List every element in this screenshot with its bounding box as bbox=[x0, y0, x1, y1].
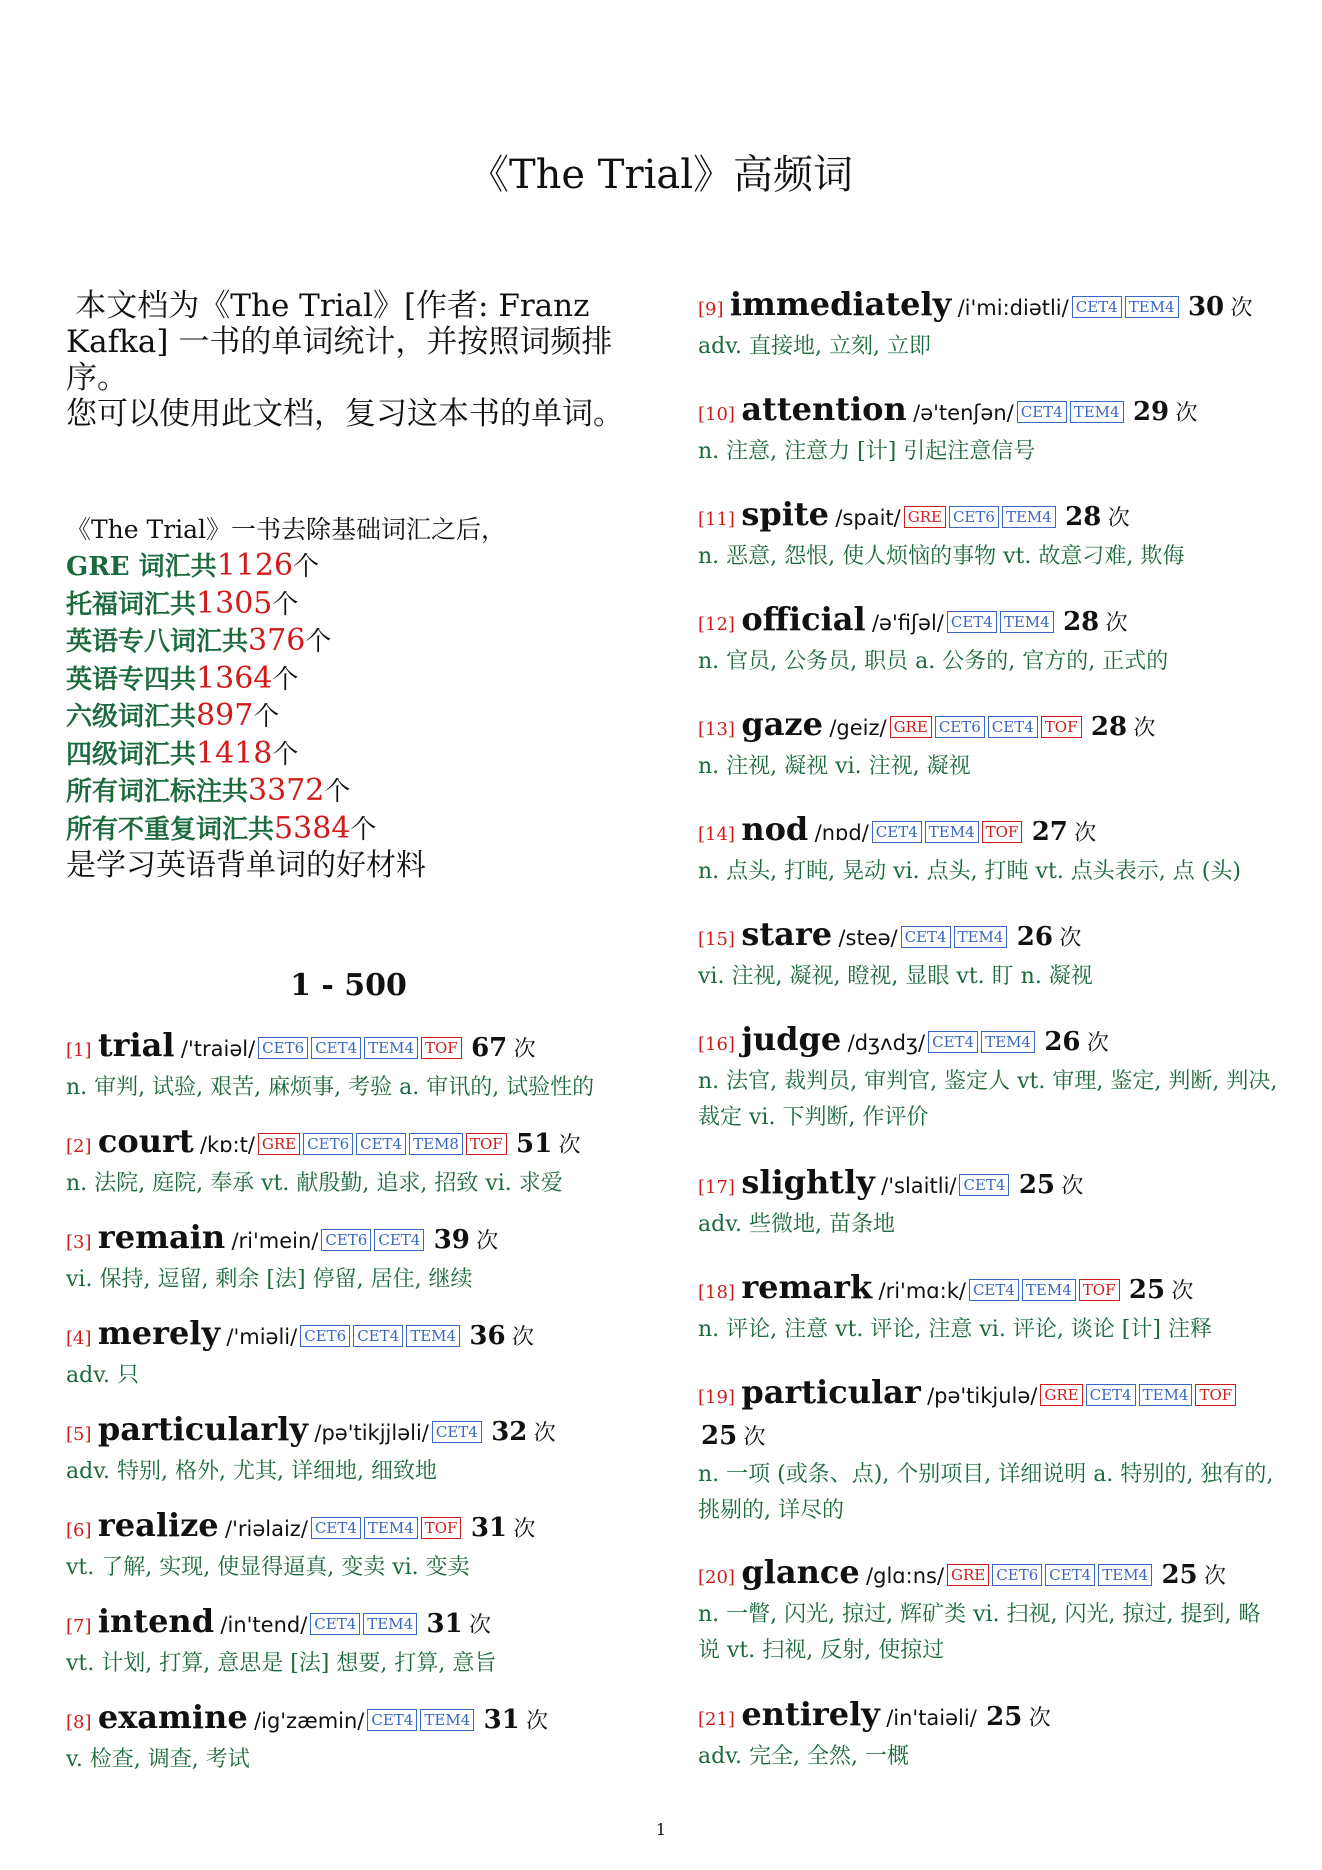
entry-phonetic: /geiz/ bbox=[829, 716, 887, 740]
entry-definition: vt. 计划, 打算, 意思是 [法] 想要, 打算, 意旨 bbox=[66, 1651, 497, 1676]
entry-phonetic: /kɒ:t/ bbox=[199, 1133, 255, 1157]
level-tag: TEM4 bbox=[1139, 1384, 1193, 1406]
entry-definition: n. 注意, 注意力 [计] 引起注意信号 bbox=[698, 439, 1036, 464]
level-tag: CET4 bbox=[356, 1133, 406, 1155]
entry-index: [10] bbox=[698, 404, 735, 425]
stat-number: 1126 bbox=[216, 548, 294, 583]
entry-definition: vt. 了解, 实现, 使显得逼真, 变卖 vi. 变卖 bbox=[66, 1555, 470, 1580]
intro-text bbox=[66, 288, 646, 432]
stat-unit: 个 bbox=[324, 777, 351, 807]
entry-phonetic: /spait/ bbox=[835, 506, 901, 530]
word-entry-head bbox=[66, 1602, 646, 1646]
entry-count: 31 bbox=[483, 1705, 520, 1735]
entry-definition: adv. 只 bbox=[66, 1363, 140, 1388]
entry-word: trial bbox=[97, 1026, 175, 1064]
entry-count: 30 bbox=[1187, 292, 1225, 322]
level-tag: TOF bbox=[421, 1037, 462, 1059]
word-entry bbox=[698, 600, 1278, 680]
level-tag: TOF bbox=[1041, 716, 1082, 738]
entry-count-unit: 次 bbox=[533, 1421, 556, 1446]
entry-count: 31 bbox=[426, 1609, 463, 1639]
range-heading: 1 - 500 bbox=[290, 968, 407, 1003]
entry-index: [13] bbox=[698, 719, 735, 740]
entry-count: 28 bbox=[1090, 712, 1128, 742]
entry-phonetic: /ri'mein/ bbox=[231, 1229, 319, 1253]
word-entry-head bbox=[698, 915, 1278, 959]
intro-line-2: 您可以使用此文档，复习这本书的单词。 bbox=[66, 396, 624, 432]
level-tag: TEM4 bbox=[1125, 296, 1179, 318]
stat-unit: 个 bbox=[272, 739, 299, 770]
word-entry bbox=[698, 1020, 1278, 1136]
entry-word: remain bbox=[97, 1218, 226, 1256]
entry-count-unit: 次 bbox=[1059, 926, 1082, 951]
level-tag: TEM4 bbox=[420, 1709, 474, 1731]
word-entry bbox=[66, 1506, 646, 1586]
level-tag: GRE bbox=[904, 506, 946, 528]
stat-label: 托福词汇共 bbox=[66, 589, 197, 620]
entry-word: stare bbox=[741, 915, 833, 953]
level-tag: GRE bbox=[947, 1564, 989, 1586]
stat-row bbox=[66, 811, 646, 849]
level-tag: GRE bbox=[890, 716, 932, 738]
entry-count: 25 bbox=[1161, 1560, 1198, 1590]
entry-index: [7] bbox=[66, 1616, 92, 1637]
word-entry bbox=[698, 495, 1278, 575]
word-entry-head bbox=[698, 495, 1278, 539]
entry-count: 29 bbox=[1132, 397, 1170, 427]
entry-definition: vi. 保持, 逗留, 剩余 [法] 停留, 居住, 继续 bbox=[66, 1267, 473, 1292]
entry-count-unit: 次 bbox=[1061, 1174, 1084, 1199]
entry-count: 28 bbox=[1063, 607, 1100, 637]
intro-line-1: 本文档为《The Trial》[作者: Franz Kafka] 一书的单词统计，并按照词频排序。 bbox=[66, 288, 613, 396]
word-entry-head bbox=[66, 1122, 646, 1166]
word-entry bbox=[66, 1218, 646, 1298]
word-entry bbox=[66, 1026, 646, 1106]
entry-phonetic: /dʒʌdʒ/ bbox=[847, 1031, 926, 1055]
entry-index: [3] bbox=[66, 1232, 92, 1253]
entry-definition: adv. 完全, 全然, 一概 bbox=[698, 1744, 909, 1769]
entry-count-unit: 次 bbox=[1107, 506, 1130, 531]
stat-number: 3372 bbox=[248, 773, 325, 808]
entry-count-unit: 次 bbox=[743, 1425, 766, 1450]
word-entry-head bbox=[66, 1410, 646, 1454]
level-tag: TEM4 bbox=[981, 1031, 1035, 1053]
word-entry bbox=[66, 1410, 646, 1490]
level-tag: CET4 bbox=[928, 1031, 978, 1053]
level-tag: TOF bbox=[421, 1517, 462, 1539]
word-entry bbox=[698, 1373, 1278, 1529]
stat-unit: 个 bbox=[272, 664, 299, 695]
entry-definition: n. 审判, 试验, 艰苦, 麻烦事, 考验 a. 审讯的, 试验性的 bbox=[66, 1075, 595, 1100]
entry-index: [20] bbox=[698, 1567, 735, 1588]
level-tag: CET4 bbox=[1045, 1564, 1095, 1586]
stat-row bbox=[66, 698, 646, 736]
level-tag: CET6 bbox=[300, 1325, 350, 1347]
word-entry-head bbox=[698, 600, 1278, 644]
level-tag: TEM4 bbox=[364, 1037, 418, 1059]
entry-word: entirely bbox=[741, 1695, 880, 1733]
stat-unit: 个 bbox=[253, 702, 280, 732]
word-entry-head bbox=[66, 1698, 646, 1742]
level-tag: CET4 bbox=[1072, 296, 1122, 318]
entry-index: [5] bbox=[66, 1424, 92, 1445]
stat-row bbox=[66, 623, 646, 661]
stats-list bbox=[66, 548, 646, 848]
entry-count-unit: 次 bbox=[1230, 296, 1253, 321]
stat-label: 英语专四共 bbox=[66, 664, 197, 695]
word-entry bbox=[698, 1553, 1278, 1669]
entry-word: immediately bbox=[729, 285, 952, 323]
level-tag: CET4 bbox=[1017, 401, 1067, 423]
entry-phonetic: /'slaitli/ bbox=[881, 1174, 957, 1198]
entry-phonetic: /steə/ bbox=[838, 926, 898, 950]
entry-word: judge bbox=[741, 1020, 842, 1058]
stat-label: 英语专八词汇共 bbox=[66, 627, 249, 657]
entry-word: nod bbox=[741, 810, 809, 848]
entry-definition: n. 一项 (或条、点), 个别项目, 详细说明 a. 特别的, 独有的, 挑剔的, 详尽的 bbox=[698, 1462, 1274, 1523]
word-entry-head bbox=[698, 1020, 1278, 1064]
stat-number: 1305 bbox=[196, 585, 273, 621]
entry-count: 28 bbox=[1065, 502, 1102, 532]
stat-number: 376 bbox=[248, 623, 306, 658]
level-tag: CET6 bbox=[258, 1037, 308, 1059]
level-tag: CET4 bbox=[432, 1421, 482, 1443]
level-tag: CET4 bbox=[947, 611, 997, 633]
word-entry-head bbox=[66, 1314, 646, 1358]
word-entry bbox=[698, 1695, 1278, 1775]
level-tag: CET4 bbox=[310, 1613, 360, 1635]
word-entry bbox=[698, 390, 1278, 470]
entry-word: examine bbox=[97, 1698, 248, 1736]
entry-phonetic: /ri'mɑ:k/ bbox=[878, 1279, 966, 1303]
entry-word: attention bbox=[741, 390, 907, 428]
level-tag: CET6 bbox=[949, 506, 999, 528]
stats-tail: 是学习英语背单词的好材料 bbox=[66, 848, 426, 883]
entry-definition: adv. 特别, 格外, 尤其, 详细地, 细致地 bbox=[66, 1459, 437, 1484]
entry-count-unit: 次 bbox=[1086, 1031, 1109, 1056]
entry-index: [2] bbox=[66, 1136, 92, 1157]
stat-label: 所有词汇标注共 bbox=[66, 777, 249, 807]
entry-count: 25 bbox=[1128, 1275, 1166, 1305]
entry-phonetic: /'miəli/ bbox=[226, 1325, 298, 1349]
entry-phonetic: /in'tend/ bbox=[220, 1613, 308, 1637]
entry-count-unit: 次 bbox=[1074, 821, 1097, 846]
entry-definition: n. 法官, 裁判员, 审判官, 鉴定人 vt. 审理, 鉴定, 判断, 判决, 裁定 vi. 下判断, 作评价 bbox=[698, 1069, 1278, 1130]
entry-index: [4] bbox=[66, 1328, 92, 1349]
entry-index: [18] bbox=[698, 1282, 735, 1303]
stat-number: 897 bbox=[196, 698, 254, 733]
level-tag: TEM8 bbox=[409, 1133, 463, 1155]
stat-unit: 个 bbox=[350, 814, 377, 845]
entry-word: merely bbox=[97, 1314, 221, 1352]
word-entry-head bbox=[698, 1553, 1278, 1597]
entry-phonetic: /glɑ:ns/ bbox=[866, 1564, 945, 1588]
level-tag: TOF bbox=[1195, 1384, 1236, 1406]
level-tag: GRE bbox=[1040, 1384, 1082, 1406]
entry-count-unit: 次 bbox=[1175, 401, 1198, 426]
stat-label: 六级词汇共 bbox=[66, 702, 197, 732]
entry-count-unit: 次 bbox=[1204, 1564, 1227, 1589]
word-entry-head bbox=[698, 1163, 1278, 1207]
entry-phonetic: /in'taiəli/ bbox=[886, 1706, 977, 1730]
level-tag: TEM4 bbox=[1022, 1279, 1076, 1301]
entry-count-unit: 次 bbox=[1028, 1706, 1051, 1731]
entry-count: 31 bbox=[470, 1513, 507, 1543]
stat-row bbox=[66, 586, 646, 624]
entry-count: 67 bbox=[471, 1033, 508, 1063]
entry-definition: adv. 直接地, 立刻, 立即 bbox=[698, 334, 931, 359]
level-tag: TOF bbox=[466, 1133, 507, 1155]
level-tag: TEM4 bbox=[1002, 506, 1056, 528]
stat-number: 1418 bbox=[196, 735, 273, 771]
stat-row bbox=[66, 548, 646, 586]
page-number: 1 bbox=[655, 1820, 667, 1839]
word-entry-head bbox=[698, 1695, 1278, 1739]
level-tag: TEM4 bbox=[925, 821, 979, 843]
entry-word: intend bbox=[97, 1602, 215, 1640]
level-tag: CET4 bbox=[901, 926, 951, 948]
entry-count: 51 bbox=[516, 1129, 553, 1159]
entry-count-unit: 次 bbox=[1171, 1279, 1194, 1304]
entry-definition: n. 恶意, 怨恨, 使人烦恼的事物 vt. 故意刁难, 欺侮 bbox=[698, 544, 1185, 569]
entry-count: 39 bbox=[433, 1225, 470, 1255]
entry-index: [16] bbox=[698, 1034, 735, 1055]
word-entry bbox=[698, 915, 1278, 995]
entry-word: realize bbox=[97, 1506, 219, 1544]
entry-count-unit: 次 bbox=[1133, 716, 1156, 741]
stats-block bbox=[66, 512, 646, 884]
level-tag: CET4 bbox=[1086, 1384, 1136, 1406]
level-tag: CET4 bbox=[374, 1229, 424, 1251]
entry-index: [21] bbox=[698, 1709, 735, 1730]
word-entry bbox=[66, 1122, 646, 1202]
entry-count: 25 bbox=[986, 1702, 1023, 1732]
entry-phonetic: /pə'tikjulə/ bbox=[927, 1384, 1038, 1408]
word-entry-head bbox=[66, 1026, 646, 1070]
stat-unit: 个 bbox=[272, 589, 299, 620]
level-tag: GRE bbox=[258, 1133, 300, 1155]
page-title: 《The Trial》高频词 bbox=[468, 152, 854, 198]
level-tag: TEM4 bbox=[1000, 611, 1054, 633]
level-tag: CET4 bbox=[311, 1037, 361, 1059]
entry-definition: v. 检查, 调查, 考试 bbox=[66, 1747, 250, 1772]
entry-count: 36 bbox=[469, 1321, 506, 1351]
entry-index: [8] bbox=[66, 1712, 92, 1733]
stat-label: 四级词汇共 bbox=[66, 739, 197, 770]
entry-definition: n. 官员, 公务员, 职员 a. 公务的, 官方的, 正式的 bbox=[698, 649, 1169, 674]
entry-definition: adv. 些微地, 苗条地 bbox=[698, 1212, 895, 1237]
entry-word: particular bbox=[741, 1373, 921, 1411]
level-tag: CET4 bbox=[959, 1174, 1009, 1196]
word-entry-head bbox=[698, 1373, 1278, 1457]
level-tag: CET4 bbox=[988, 716, 1038, 738]
entry-index: [6] bbox=[66, 1520, 92, 1541]
stat-number: 5384 bbox=[274, 810, 351, 846]
entry-count-unit: 次 bbox=[476, 1229, 499, 1254]
word-entry-head bbox=[698, 390, 1278, 434]
entry-count: 25 bbox=[1018, 1170, 1056, 1200]
word-entry bbox=[698, 810, 1278, 890]
entry-word: remark bbox=[741, 1268, 873, 1306]
entry-count-unit: 次 bbox=[511, 1325, 534, 1350]
entry-index: [17] bbox=[698, 1177, 735, 1198]
entry-definition: n. 一瞥, 闪光, 掠过, 辉矿类 vi. 扫视, 闪光, 掠过, 提到, 略说 vt. 扫视, 反射, 使掠过 bbox=[698, 1602, 1261, 1663]
entry-index: [11] bbox=[698, 509, 735, 530]
entry-word: official bbox=[741, 600, 866, 638]
entry-index: [1] bbox=[66, 1040, 92, 1061]
word-entry bbox=[66, 1314, 646, 1394]
entry-word: glance bbox=[741, 1553, 860, 1591]
entry-phonetic: /ig'zæmin/ bbox=[254, 1709, 365, 1733]
entry-count-unit: 次 bbox=[526, 1709, 549, 1734]
word-entry bbox=[698, 1268, 1278, 1348]
level-tag: TEM4 bbox=[364, 1517, 418, 1539]
word-entry bbox=[66, 1602, 646, 1682]
stat-label: 所有不重复词汇共 bbox=[66, 814, 275, 845]
entry-index: [9] bbox=[698, 299, 724, 320]
entry-definition: vi. 注视, 凝视, 瞪视, 显眼 vt. 盯 n. 凝视 bbox=[698, 964, 1093, 989]
stats-lead: 《The Trial》一书去除基础词汇之后， bbox=[66, 515, 507, 544]
entry-phonetic: /ə'fiʃəl/ bbox=[871, 611, 944, 635]
entry-word: court bbox=[97, 1122, 194, 1160]
entry-phonetic: /i'mi:diətli/ bbox=[957, 296, 1069, 320]
stat-label: GRE 词汇共 bbox=[66, 552, 217, 582]
entry-phonetic: /nɒd/ bbox=[814, 821, 869, 845]
level-tag: CET6 bbox=[303, 1133, 353, 1155]
entry-index: [14] bbox=[698, 824, 735, 845]
word-entry-head bbox=[698, 705, 1278, 749]
stat-row bbox=[66, 661, 646, 699]
entry-count-unit: 次 bbox=[513, 1517, 536, 1542]
entry-phonetic: /pə'tikjjləli/ bbox=[314, 1421, 429, 1445]
entry-count-unit: 次 bbox=[469, 1613, 492, 1638]
entry-phonetic: /'riəlaiz/ bbox=[225, 1517, 308, 1541]
word-entry bbox=[698, 285, 1278, 365]
entry-word: gaze bbox=[741, 705, 823, 743]
word-entry-head bbox=[698, 285, 1278, 329]
level-tag: TOF bbox=[982, 821, 1023, 843]
stat-row bbox=[66, 736, 646, 774]
stat-unit: 个 bbox=[293, 552, 320, 582]
stat-unit: 个 bbox=[305, 627, 332, 657]
entry-count-unit: 次 bbox=[1105, 611, 1128, 636]
entry-count: 27 bbox=[1031, 817, 1068, 847]
entry-index: [15] bbox=[698, 929, 735, 950]
entry-count: 26 bbox=[1016, 922, 1053, 952]
level-tag: CET4 bbox=[872, 821, 922, 843]
word-entry-head bbox=[66, 1218, 646, 1262]
entry-word: particularly bbox=[97, 1410, 309, 1448]
level-tag: TEM4 bbox=[1070, 401, 1124, 423]
level-tag: TEM4 bbox=[406, 1325, 460, 1347]
word-entry-head bbox=[698, 810, 1278, 854]
entry-index: [19] bbox=[698, 1387, 735, 1408]
level-tag: TOF bbox=[1079, 1279, 1120, 1301]
word-entry-head bbox=[698, 1268, 1278, 1312]
entry-phonetic: /'traiəl/ bbox=[180, 1037, 256, 1061]
entry-count: 32 bbox=[491, 1417, 528, 1447]
level-tag: TEM4 bbox=[363, 1613, 417, 1635]
entry-definition: n. 评论, 注意 vt. 评论, 注意 vi. 评论, 谈论 [计] 注释 bbox=[698, 1317, 1212, 1342]
entry-count-unit: 次 bbox=[558, 1133, 581, 1158]
entry-definition: n. 点头, 打盹, 晃动 vi. 点头, 打盹 vt. 点头表示, 点 (头) bbox=[698, 859, 1241, 884]
entry-word: slightly bbox=[741, 1163, 875, 1201]
entry-index: [12] bbox=[698, 614, 735, 635]
stat-row bbox=[66, 773, 646, 811]
level-tag: CET4 bbox=[367, 1709, 417, 1731]
entry-definition: n. 法院, 庭院, 奉承 vt. 献殷勤, 追求, 招致 vi. 求爱 bbox=[66, 1171, 563, 1196]
level-tag: CET6 bbox=[321, 1229, 371, 1251]
entry-phonetic: /ə'tenʃən/ bbox=[913, 401, 1014, 425]
entry-count-unit: 次 bbox=[513, 1037, 536, 1062]
entry-count: 25 bbox=[701, 1421, 738, 1451]
level-tag: CET6 bbox=[992, 1564, 1042, 1586]
word-entry bbox=[698, 705, 1278, 785]
level-tag: TEM4 bbox=[1098, 1564, 1152, 1586]
level-tag: CET4 bbox=[353, 1325, 403, 1347]
stat-number: 1364 bbox=[196, 660, 273, 696]
level-tag: CET4 bbox=[969, 1279, 1019, 1301]
word-entry bbox=[698, 1163, 1278, 1243]
word-entry-head bbox=[66, 1506, 646, 1550]
word-entry bbox=[66, 1698, 646, 1778]
entry-word: spite bbox=[741, 495, 829, 533]
entry-count: 26 bbox=[1044, 1027, 1081, 1057]
level-tag: TEM4 bbox=[954, 926, 1008, 948]
level-tag: CET6 bbox=[935, 716, 985, 738]
level-tag: CET4 bbox=[311, 1517, 361, 1539]
entry-definition: n. 注视, 凝视 vi. 注视, 凝视 bbox=[698, 754, 971, 779]
